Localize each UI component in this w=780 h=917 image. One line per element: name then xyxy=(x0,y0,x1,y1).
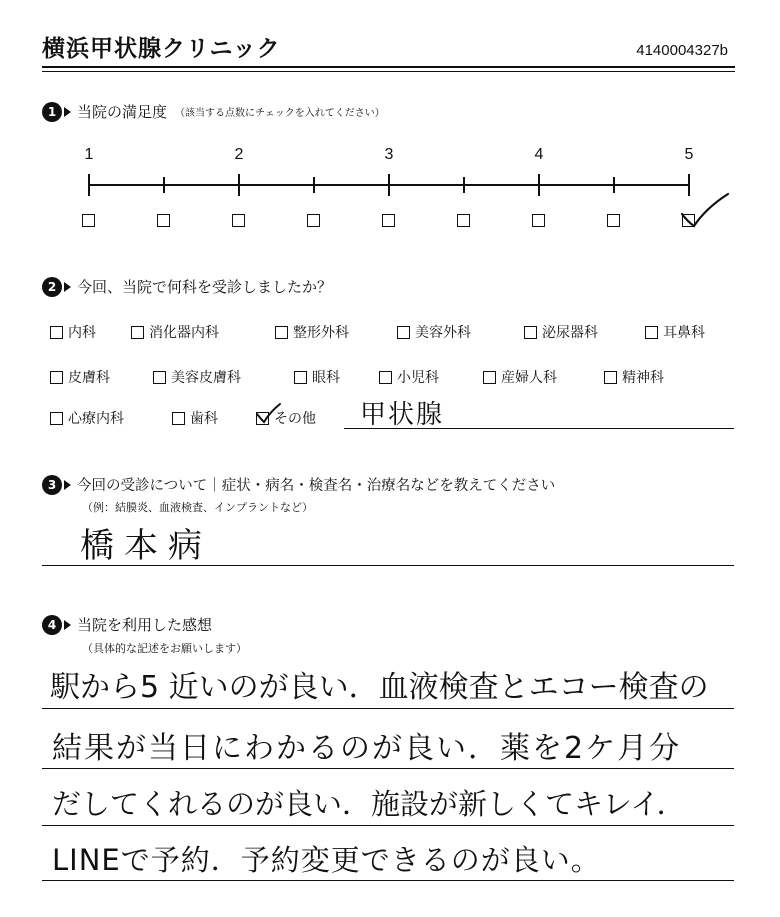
dept-option[interactable]: 精神科 xyxy=(604,367,664,387)
scale-label-4: 4 xyxy=(534,146,544,163)
scale-label-3: 3 xyxy=(384,146,394,163)
score-checkbox-1[interactable] xyxy=(82,214,95,227)
checkbox[interactable] xyxy=(131,326,144,339)
q4-note: （具体的な記述をお願いします） xyxy=(82,642,247,655)
dept-option[interactable]: 整形外科 xyxy=(275,322,349,342)
arrow-icon xyxy=(64,620,71,630)
scale-label-1: 1 xyxy=(84,146,94,163)
dept-option[interactable]: 泌尿器科 xyxy=(524,322,598,342)
dept-option[interactable]: 小児科 xyxy=(379,367,439,387)
dept-option[interactable]: 眼科 xyxy=(294,367,340,387)
checkbox[interactable] xyxy=(50,412,63,425)
q4-answer-line-1[interactable]: 駅から5 近いのが良い．血液検査とエコー検査の xyxy=(50,670,709,705)
arrow-icon xyxy=(64,480,71,490)
q1-number-badge: 1 xyxy=(42,102,62,122)
answer-rule xyxy=(42,880,734,881)
other-answer[interactable]: 甲状腺 xyxy=(360,400,445,430)
answer-rule xyxy=(42,825,734,826)
q3-heading xyxy=(42,474,555,495)
checkbox[interactable] xyxy=(524,326,537,339)
dept-option[interactable]: 美容外科 xyxy=(397,322,471,342)
score-checkbox-4[interactable] xyxy=(532,214,545,227)
check-mark-icon xyxy=(254,402,282,426)
score-checkbox-1-5[interactable] xyxy=(157,214,170,227)
dept-option-other[interactable]: その他 xyxy=(256,408,316,428)
dept-option[interactable]: 心療内科 xyxy=(50,408,124,428)
checkbox[interactable] xyxy=(153,371,166,384)
score-checkbox-3-5[interactable] xyxy=(457,214,470,227)
answer-rule xyxy=(42,768,734,769)
clinic-name: 横浜甲状腺クリニック xyxy=(42,36,281,62)
checkbox[interactable] xyxy=(483,371,496,384)
checkbox[interactable] xyxy=(379,371,392,384)
q3-number-badge: 3 xyxy=(42,475,62,495)
dept-option[interactable]: 歯科 xyxy=(172,408,218,428)
q4-number-badge: 4 xyxy=(42,615,62,635)
scale-label-2: 2 xyxy=(234,146,244,163)
score-checkbox-2[interactable] xyxy=(232,214,245,227)
q4-title: 当院を利用した感想 xyxy=(77,616,213,634)
q3-answer[interactable]: 橋本病 xyxy=(80,526,212,566)
check-mark-icon xyxy=(676,190,736,234)
dept-option[interactable]: 皮膚科 xyxy=(50,367,110,387)
q4-heading xyxy=(42,614,212,635)
checkbox[interactable] xyxy=(294,371,307,384)
score-checkbox-3[interactable] xyxy=(382,214,395,227)
checkbox[interactable] xyxy=(50,371,63,384)
checkbox[interactable] xyxy=(397,326,410,339)
scale-label-5: 5 xyxy=(684,146,694,163)
q4-answer-line-4[interactable]: LINEで予約．予約変更できるのが良い。 xyxy=(52,843,601,877)
checkbox[interactable] xyxy=(275,326,288,339)
q4-answer-line-2[interactable]: 結果が当日にわかるのが良い．薬を2ケ月分 xyxy=(52,731,682,766)
checkbox[interactable] xyxy=(50,326,63,339)
dept-option[interactable]: 内科 xyxy=(50,322,96,342)
q1-note: （該当する点数にチェックを入れてください） xyxy=(175,108,385,119)
score-checkbox-4-5[interactable] xyxy=(607,214,620,227)
q3-title: 今回の受診について｜症状・病名・検査名・治療名などを教えてください xyxy=(77,478,556,494)
arrow-icon xyxy=(64,282,71,292)
q2-title: 今回、当院で何科を受診しましたか？ xyxy=(77,278,333,296)
dept-option[interactable]: 消化器内科 xyxy=(131,322,219,342)
dept-option[interactable]: 美容皮膚科 xyxy=(153,367,241,387)
q4-answer-line-3[interactable]: だしてくれるのが良い．施設が新しくてキレイ． xyxy=(52,787,686,821)
q3-answer-line xyxy=(42,565,734,566)
q2-heading xyxy=(42,276,332,297)
document-id: 4140004327b xyxy=(636,42,728,59)
dept-option[interactable]: 耳鼻科 xyxy=(645,322,705,342)
checkbox[interactable] xyxy=(604,371,617,384)
checkbox[interactable] xyxy=(645,326,658,339)
dept-option[interactable]: 産婦人科 xyxy=(483,367,557,387)
answer-rule xyxy=(42,708,734,709)
q3-example: （例：結膜炎、血液検査、インプラントなど） xyxy=(82,501,313,514)
q1-title: 当院の満足度 xyxy=(77,103,168,121)
q2-number-badge: 2 xyxy=(42,277,62,297)
checkbox[interactable] xyxy=(172,412,185,425)
score-checkbox-2-5[interactable] xyxy=(307,214,320,227)
